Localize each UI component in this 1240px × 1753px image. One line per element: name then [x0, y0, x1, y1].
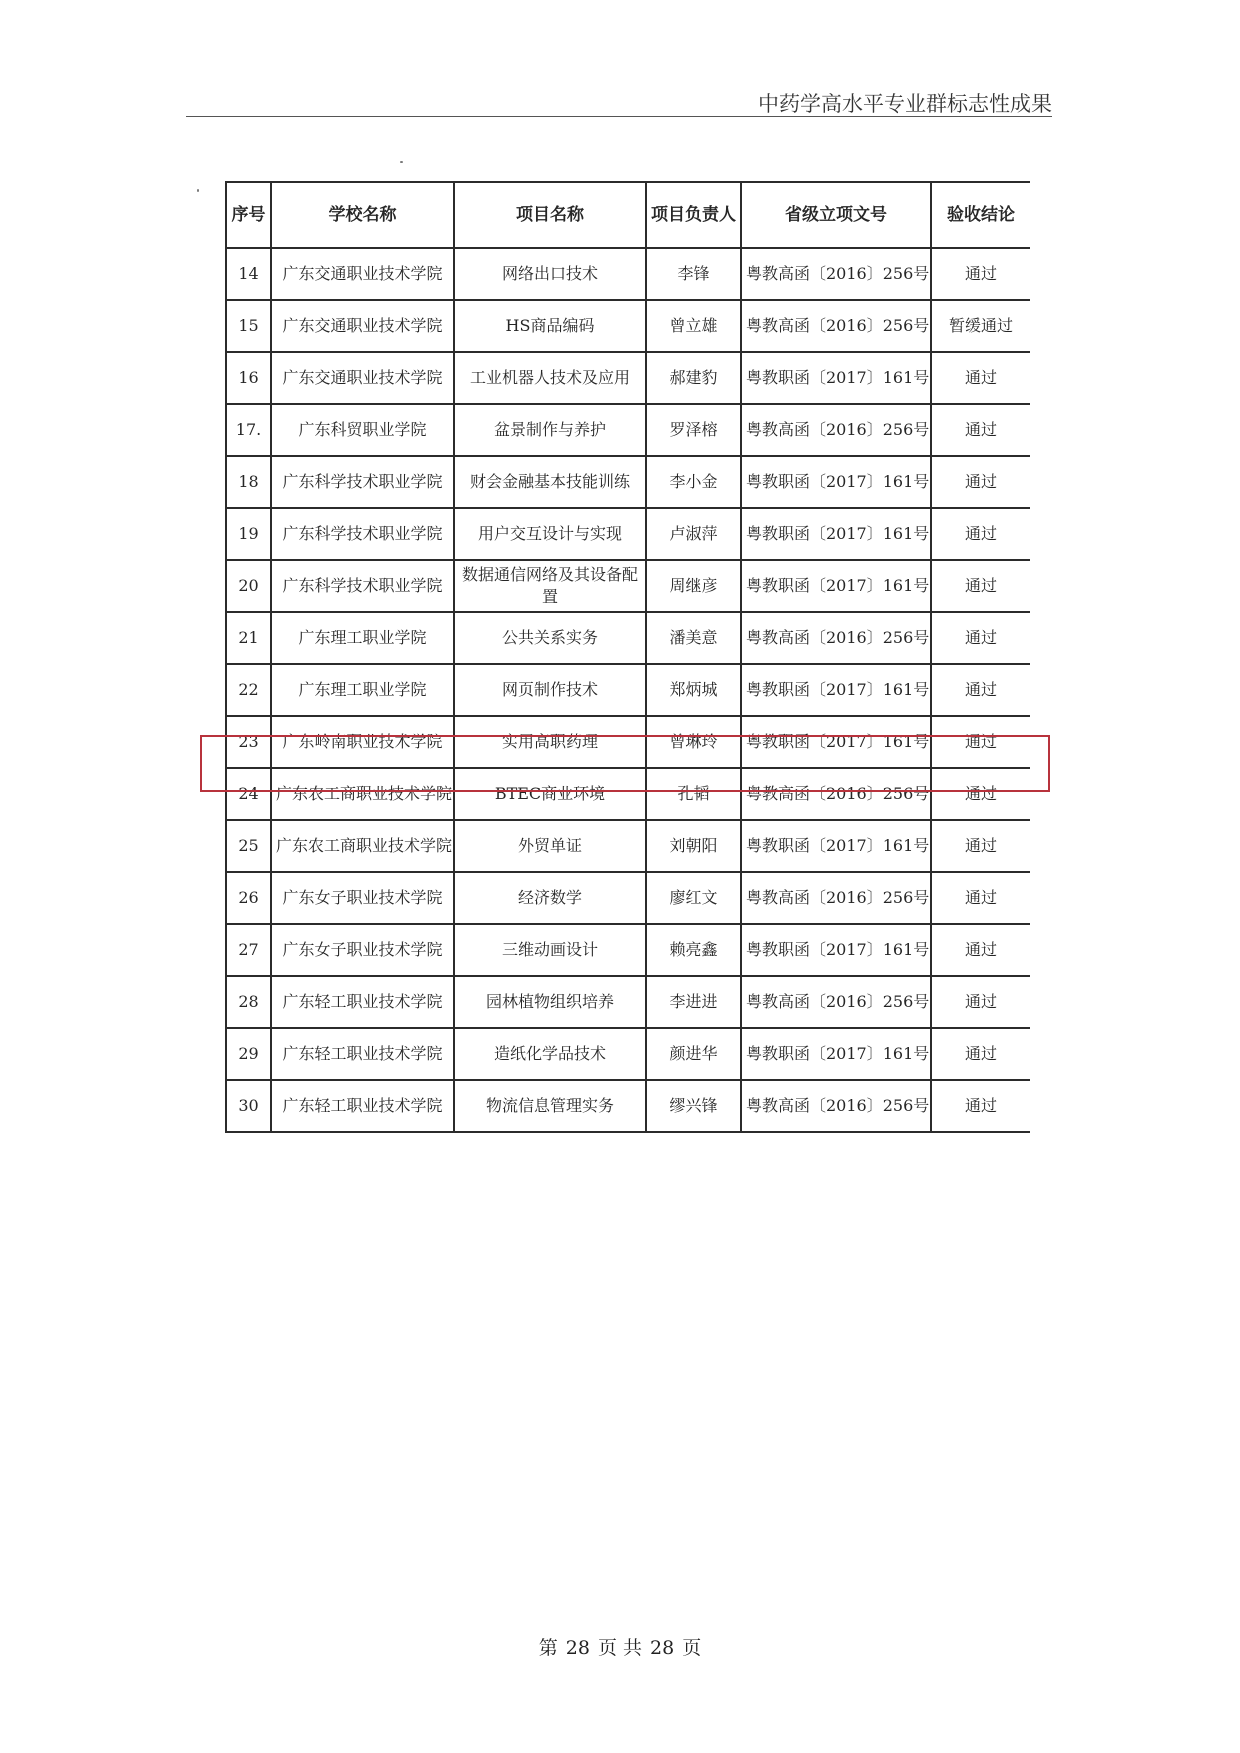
- cell-no: 18: [226, 456, 271, 508]
- cell-school: 广东交通职业技术学院: [271, 248, 454, 300]
- running-header: [186, 88, 1052, 118]
- cell-no: 14: [226, 248, 271, 300]
- cell-school: 广东理工职业学院: [271, 664, 454, 716]
- cell-no: 30: [226, 1080, 271, 1132]
- table-header-row: [226, 182, 1030, 248]
- cell-school: 广东轻工职业技术学院: [271, 1080, 454, 1132]
- cell-project: 工业机器人技术及应用: [454, 352, 646, 404]
- cell-result: 通过: [931, 716, 1030, 768]
- cell-doc-number: 粤教职函〔2017〕161号: [741, 716, 931, 768]
- column-header-leader: 项目负责人: [646, 182, 741, 248]
- table-row: [226, 300, 1030, 352]
- cell-result: 通过: [931, 404, 1030, 456]
- cell-school: 广东科贸职业学院: [271, 404, 454, 456]
- cell-school: 广东轻工职业技术学院: [271, 976, 454, 1028]
- cell-project: HS商品编码: [454, 300, 646, 352]
- cell-result: 通过: [931, 508, 1030, 560]
- table-row: [226, 664, 1030, 716]
- footer-middle: 页 共: [597, 1637, 643, 1659]
- table-row: [226, 352, 1030, 404]
- cell-doc-number: 粤教职函〔2017〕161号: [741, 924, 931, 976]
- table-row: [226, 820, 1030, 872]
- table-row: [226, 560, 1030, 612]
- cell-leader: 李进进: [646, 976, 741, 1028]
- cell-leader: 缪兴锋: [646, 1080, 741, 1132]
- cell-doc-number: 粤教职函〔2017〕161号: [741, 352, 931, 404]
- cell-leader: 廖红文: [646, 872, 741, 924]
- cell-doc-number: 粤教高函〔2016〕256号: [741, 768, 931, 820]
- cell-leader: 曾琳玲: [646, 716, 741, 768]
- results-table-scan: [225, 181, 1030, 1145]
- cell-school: 广东轻工职业技术学院: [271, 1028, 454, 1080]
- cell-project: 盆景制作与养护: [454, 404, 646, 456]
- document-title: 中药学高水平专业群标志性成果: [758, 92, 1052, 116]
- cell-leader: 刘朝阳: [646, 820, 741, 872]
- cell-project: 网页制作技术: [454, 664, 646, 716]
- cell-project: 外贸单证: [454, 820, 646, 872]
- cell-doc-number: 粤教职函〔2017〕161号: [741, 508, 931, 560]
- cell-leader: 曾立雄: [646, 300, 741, 352]
- cell-project: 公共关系实务: [454, 612, 646, 664]
- cell-school: 广东农工商职业技术学院: [271, 768, 454, 820]
- cell-no: 29: [226, 1028, 271, 1080]
- table-row: [226, 1080, 1030, 1132]
- table-row: [226, 976, 1030, 1028]
- cell-no: 22: [226, 664, 271, 716]
- cell-result: 通过: [931, 1080, 1030, 1132]
- cell-result: 通过: [931, 352, 1030, 404]
- cell-leader: 罗泽榕: [646, 404, 741, 456]
- cell-result: 通过: [931, 976, 1030, 1028]
- cell-school: 广东交通职业技术学院: [271, 352, 454, 404]
- cell-project: 财会金融基本技能训练: [454, 456, 646, 508]
- cell-result: 通过: [931, 664, 1030, 716]
- cell-school: 广东科学技术职业学院: [271, 560, 454, 612]
- cell-doc-number: 粤教高函〔2016〕256号: [741, 976, 931, 1028]
- table-row: [226, 456, 1030, 508]
- cell-no: 15: [226, 300, 271, 352]
- cell-result: 通过: [931, 872, 1030, 924]
- cell-doc-number: 粤教高函〔2016〕256号: [741, 404, 931, 456]
- cell-leader: 赖亮鑫: [646, 924, 741, 976]
- cell-no: 24: [226, 768, 271, 820]
- cell-no: 20: [226, 560, 271, 612]
- cell-no: 21: [226, 612, 271, 664]
- cell-leader: 颜进华: [646, 1028, 741, 1080]
- cell-project: 实用高职药理: [454, 716, 646, 768]
- cell-leader: 郝建豹: [646, 352, 741, 404]
- cell-leader: 郑炳城: [646, 664, 741, 716]
- cell-no: 16: [226, 352, 271, 404]
- cell-doc-number: 粤教高函〔2016〕256号: [741, 1080, 931, 1132]
- table-row: [226, 248, 1030, 300]
- column-header-doc-number: 省级立项文号: [741, 182, 931, 248]
- cell-leader: 潘美意: [646, 612, 741, 664]
- cell-project: 数据通信网络及其设备配置: [454, 560, 646, 612]
- results-table: [225, 181, 1030, 1133]
- page-footer: [0, 1633, 1240, 1660]
- cell-result: 暂缓通过: [931, 300, 1030, 352]
- footer-page-number: 28: [565, 1637, 590, 1659]
- footer-suffix: 页: [682, 1637, 702, 1659]
- cell-leader: 李锋: [646, 248, 741, 300]
- cell-school: 广东岭南职业技术学院: [271, 716, 454, 768]
- cell-school: 广东科学技术职业学院: [271, 456, 454, 508]
- cell-leader: 周继彦: [646, 560, 741, 612]
- cell-no: 26: [226, 872, 271, 924]
- cell-result: 通过: [931, 248, 1030, 300]
- cell-project: 园林植物组织培养: [454, 976, 646, 1028]
- cell-doc-number: 粤教职函〔2017〕161号: [741, 456, 931, 508]
- cell-school: 广东科学技术职业学院: [271, 508, 454, 560]
- cell-no: 28: [226, 976, 271, 1028]
- cell-project: 三维动画设计: [454, 924, 646, 976]
- cell-doc-number: 粤教职函〔2017〕161号: [741, 560, 931, 612]
- cell-result: 通过: [931, 1028, 1030, 1080]
- column-header-no: 序号: [226, 182, 271, 248]
- cell-leader: 孔韬: [646, 768, 741, 820]
- footer-prefix: 第: [538, 1637, 558, 1659]
- cell-school: 广东女子职业技术学院: [271, 924, 454, 976]
- table-row: [226, 924, 1030, 976]
- cell-doc-number: 粤教高函〔2016〕256号: [741, 248, 931, 300]
- column-header-school: 学校名称: [271, 182, 454, 248]
- cell-school: 广东女子职业技术学院: [271, 872, 454, 924]
- cell-doc-number: 粤教职函〔2017〕161号: [741, 820, 931, 872]
- table-row: [226, 404, 1030, 456]
- table-row: [226, 508, 1030, 560]
- cell-school: 广东交通职业技术学院: [271, 300, 454, 352]
- cell-result: 通过: [931, 560, 1030, 612]
- highlight-box: [200, 735, 1050, 792]
- table-row: [226, 1028, 1030, 1080]
- table-row: [226, 872, 1030, 924]
- scan-speck: [197, 189, 199, 192]
- cell-leader: 李小金: [646, 456, 741, 508]
- cell-result: 通过: [931, 612, 1030, 664]
- cell-project: 网络出口技术: [454, 248, 646, 300]
- column-header-project: 项目名称: [454, 182, 646, 248]
- cell-doc-number: 粤教高函〔2016〕256号: [741, 612, 931, 664]
- table-row: [226, 612, 1030, 664]
- cell-result: 通过: [931, 456, 1030, 508]
- cell-school: 广东理工职业学院: [271, 612, 454, 664]
- cell-doc-number: 粤教高函〔2016〕256号: [741, 300, 931, 352]
- cell-school: 广东农工商职业技术学院: [271, 820, 454, 872]
- cell-no: 19: [226, 508, 271, 560]
- cell-project: BTEC商业环境: [454, 768, 646, 820]
- header-rule: [186, 116, 1052, 117]
- cell-no: 25: [226, 820, 271, 872]
- scan-speck: [400, 161, 403, 163]
- cell-result: 通过: [931, 820, 1030, 872]
- cell-project: 物流信息管理实务: [454, 1080, 646, 1132]
- cell-result: 通过: [931, 924, 1030, 976]
- cell-project: 用户交互设计与实现: [454, 508, 646, 560]
- cell-doc-number: 粤教高函〔2016〕256号: [741, 872, 931, 924]
- cell-leader: 卢淑萍: [646, 508, 741, 560]
- cell-no: 17.: [226, 404, 271, 456]
- cell-doc-number: 粤教职函〔2017〕161号: [741, 1028, 931, 1080]
- column-header-result: 验收结论: [931, 182, 1030, 248]
- cell-no: 27: [226, 924, 271, 976]
- cell-doc-number: 粤教职函〔2017〕161号: [741, 664, 931, 716]
- footer-total-pages: 28: [650, 1637, 675, 1659]
- cell-project: 经济数学: [454, 872, 646, 924]
- cell-project: 造纸化学品技术: [454, 1028, 646, 1080]
- cell-no: 23: [226, 716, 271, 768]
- cell-result: 通过: [931, 768, 1030, 820]
